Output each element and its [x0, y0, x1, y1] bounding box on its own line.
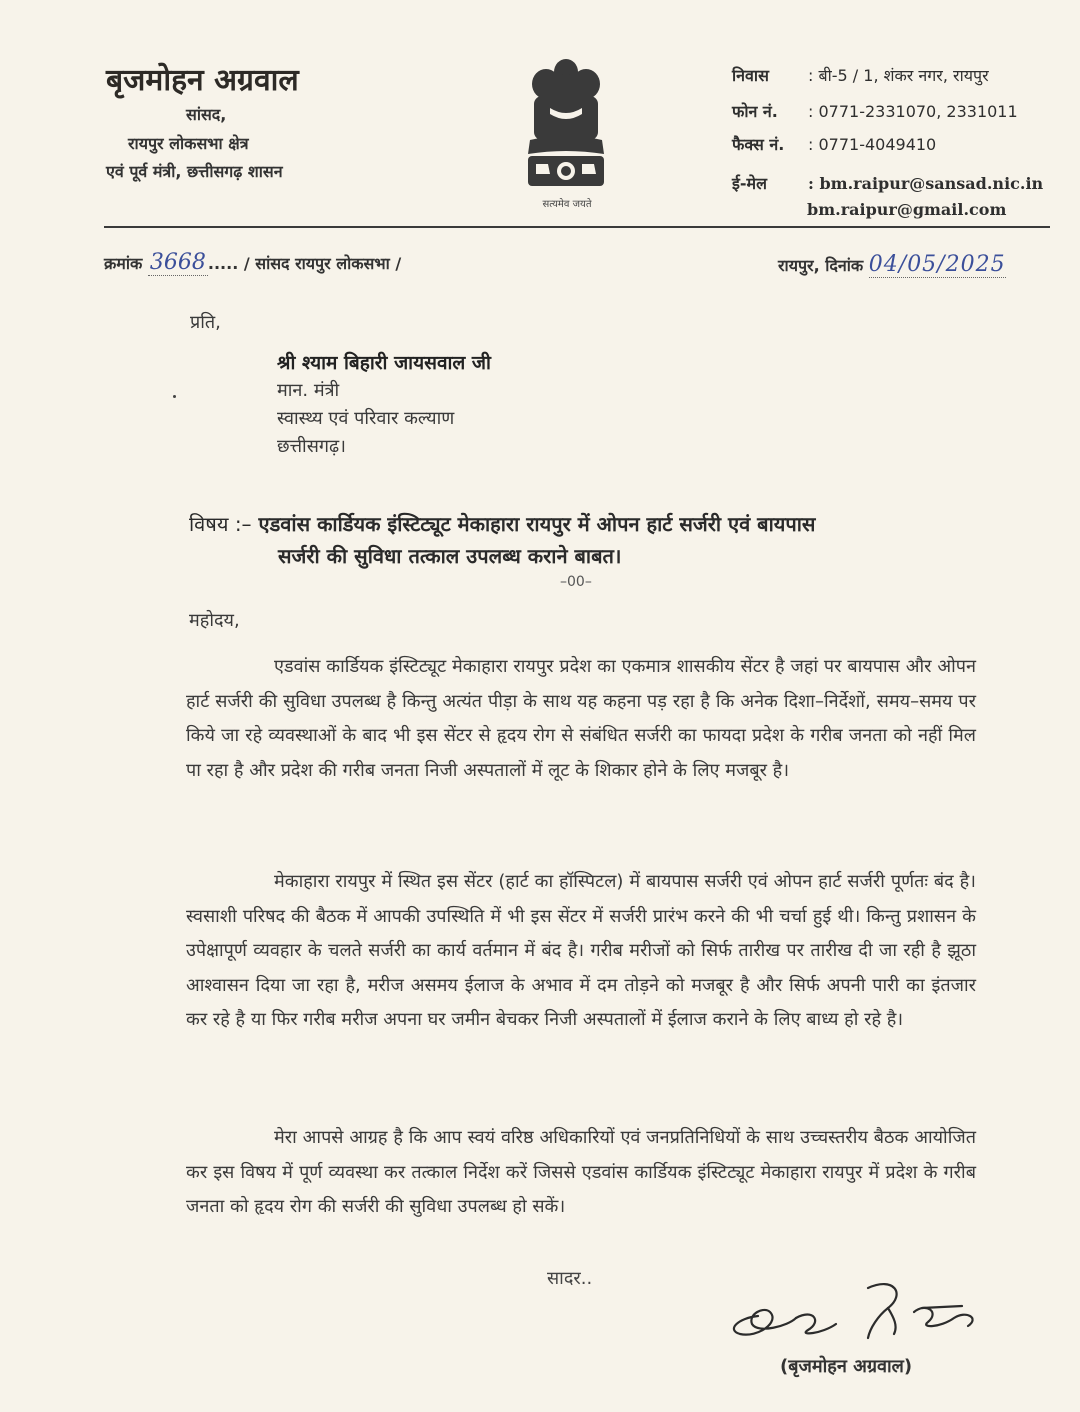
email-value: : bm.raipur@sansad.nic.in: [808, 174, 1044, 193]
paragraph-2: मेकाहारा रायपुर में स्थित इस सेंटर (हार्ट का हॉस्पिटल) में बायपास सर्जरी एवं ओपन हार्ट सर्जरी पूर्णतः बंद है। स्वसाशी परिषद की बैठक में आपकी उपस्थिति में भी इस सेंटर में सर्जरी प्रारंभ करने की भी चर्चा हुई थी। किन्तु प्रशासन के उपेक्षापूर्ण व्यवहार के चलते सर्जरी का कार्य वर्तमान में बंद है। गरीब मरीजों को सिर्फ तारीख पर तारीख दी जा रही है झूठा आश्वासन दिया जा रहा है, मरीज असमय ईलाज के अभाव में दम तोड़ने को मजबूर है और सिर्फ अपनी पारी का इंतजार कर रहे है या फिर गरीब मरीज अपना घर जमीन बेचकर निजी अस्पतालों में ईलाज कराने के लिए बाध्य हो रहे है।: [186, 871, 976, 1030]
email-value-secondary: bm.raipur@gmail.com: [807, 200, 1007, 219]
subject-label: विषय :–: [189, 512, 252, 536]
reference-handwritten-number: 3668: [149, 250, 206, 275]
emblem-motto: सत्यमेव जयते: [542, 199, 592, 210]
sender-constituency: रायपुर लोकसभा क्षेत्र: [128, 134, 249, 153]
recipient-name: श्री श्याम बिहारी जायसवाल जी: [277, 352, 491, 374]
reference-suffix: ..... / सांसद रायपुर लोकसभा /: [207, 254, 402, 273]
handwritten-signature-icon: [718, 1278, 988, 1358]
reference-number: [104, 250, 401, 275]
stray-mark: [173, 395, 176, 398]
residence-value: : बी-5 / 1, शंकर नगर, रायपुर: [808, 66, 989, 85]
phone-label: फोन नं.: [732, 102, 778, 121]
sender-name: बृजमोहन अग्रवाल: [106, 63, 299, 98]
phone-value: : 0771-2331070, 2331011: [808, 102, 1018, 121]
subject-text-1: एडवांस कार्डियक इंस्टिट्यूट मेकाहारा रायपुर में ओपन हार्ट सर्जरी एवं बायपास: [258, 512, 816, 536]
paragraph-1: एडवांस कार्डियक इंस्टिट्यूट मेकाहारा रायपुर प्रदेश का एकमात्र शासकीय सेंटर है जहां पर बायपास और ओपन हार्ट सर्जरी की सुविधा उपलब्ध है किन्तु अत्यंत पीड़ा के साथ यह कहना पड़ रहा है कि अनेक दिशा–निर्देशों, समय–समय पर किये जा रहे व्यवस्थाओं के बाद भी इस सेंटर से हृदय रोग से संबंधित सर्जरी का फायदा प्रदेश के गरीब जनता को नहीं मिल पा रहा है और प्रदेश की गरीब जनता निजी अस्पतालों में लूट के शिकार होने के लिए मजबूर है।: [186, 656, 976, 781]
reference-prefix: क्रमांक: [104, 254, 143, 273]
salutation: महोदय,: [189, 610, 240, 631]
subject-separator: –00–: [560, 574, 592, 590]
fax-label: फैक्स नं.: [732, 135, 785, 154]
ashoka-emblem-icon: [520, 56, 612, 216]
residence-line: [732, 64, 989, 86]
subject-text-2: सर्जरी की सुविधा तत्काल उपलब्ध कराने बाबत।: [278, 544, 622, 568]
closing: सादर..: [547, 1268, 593, 1289]
fax-line: [732, 133, 936, 155]
letter-date: [778, 252, 1006, 277]
email-line: [732, 172, 1043, 194]
subject-line: [189, 506, 989, 542]
recipient-department: स्वास्थ्य एवं परिवार कल्याण: [277, 408, 455, 429]
to-label: प्रति,: [190, 312, 221, 333]
phone-line: [732, 100, 1018, 122]
email-label: ई-मेल: [732, 174, 767, 193]
recipient-state: छत्तीसगढ़।: [277, 436, 346, 457]
sender-designation: सांसद,: [186, 105, 227, 124]
letterhead-divider: [104, 226, 1050, 228]
sender-former-post: एवं पूर्व मंत्री, छत्तीसगढ़ शासन: [106, 162, 283, 181]
recipient-title: मान. मंत्री: [277, 380, 340, 401]
residence-label: निवास: [732, 66, 769, 85]
fax-value: : 0771-4049410: [808, 135, 937, 154]
signatory-name: (बृजमोहन अग्रवाल): [780, 1356, 913, 1377]
date-handwritten: 04/05/2025: [868, 252, 1006, 277]
date-prefix: रायपुर, दिनांक: [778, 256, 864, 275]
paragraph-3: मेरा आपसे आग्रह है कि आप स्वयं वरिष्ठ अधिकारियों एवं जनप्रतिनिधियों के साथ उच्चस्तरीय बैठक आयोजित कर इस विषय में पूर्ण व्यवस्था कर तत्काल निर्देश करें जिससे एडवांस कार्डियक इंस्टिट्यूट मेकाहारा रायपुर में प्रदेश के गरीब जनता को हृदय रोग की सर्जरी की सुविधा उपलब्ध हो सकें।: [186, 1127, 976, 1217]
